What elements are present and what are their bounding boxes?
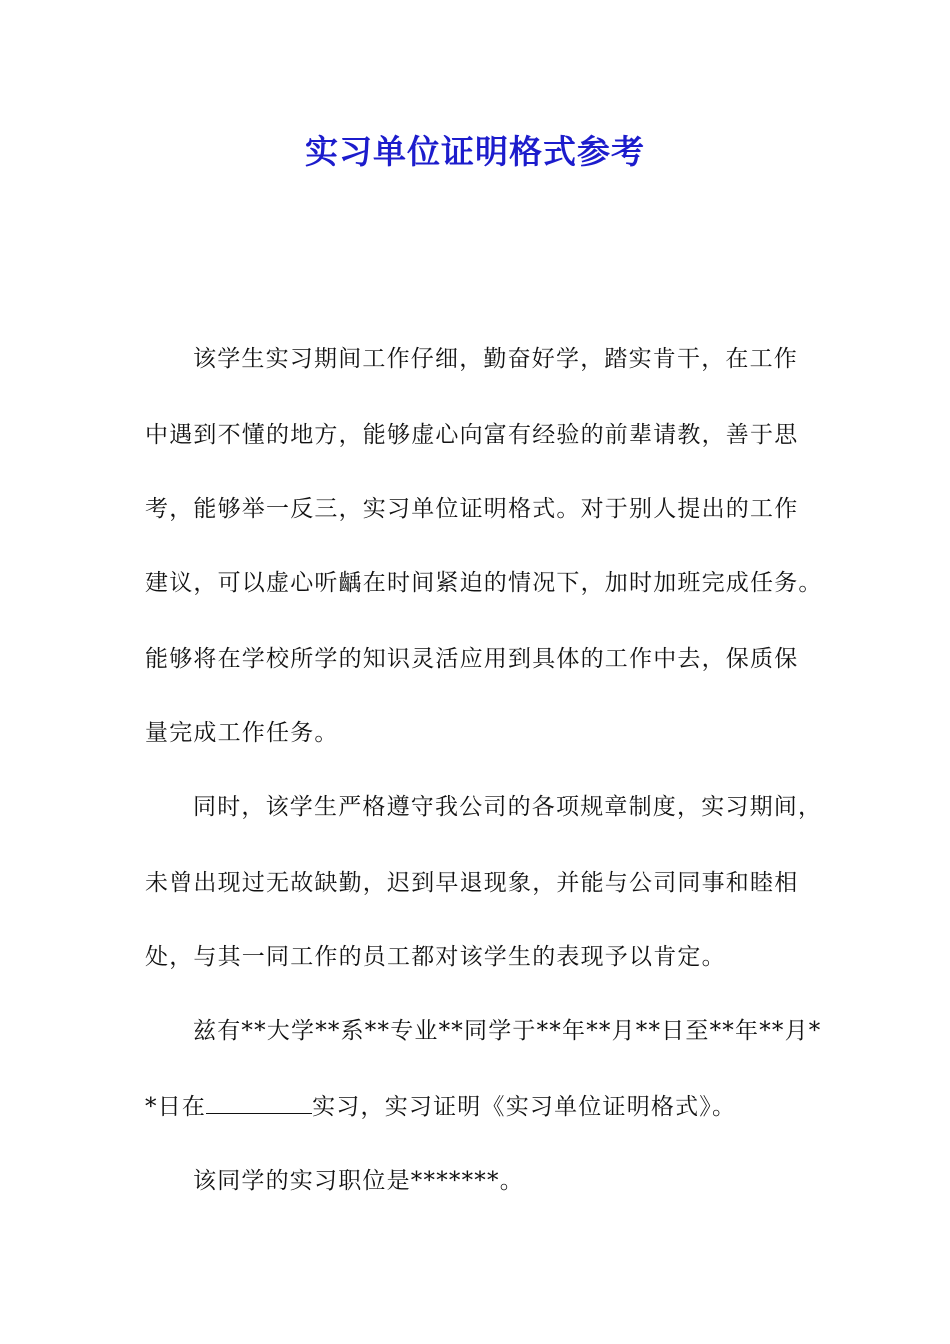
- line-text-before-blank: *日在: [145, 1094, 207, 1120]
- paragraph-line: [145, 1090, 736, 1124]
- paragraph-line: 该同学的实习职位是*******。: [193, 1168, 524, 1194]
- paragraph-line: 处，与其一同工作的员工都对该学生的表现予以肯定。: [145, 944, 726, 970]
- company-name-blank: [206, 1093, 312, 1114]
- line-text-after-blank: 实习，实习证明《实习单位证明格式》。: [312, 1094, 737, 1120]
- paragraph-line: 兹有**大学**系**专业**同学于**年**月**日至**年**月*: [193, 1018, 822, 1044]
- paragraph-line: 建议，可以虚心听齲在时间紧迫的情况下，加时加班完成任务。: [145, 570, 823, 596]
- paragraph-line: 未曾出现过无故缺勤，迟到早退现象，并能与公司同事和睦相: [145, 870, 799, 896]
- paragraph-line: 能够将在学校所学的知识灵活应用到具体的工作中去，保质保: [145, 646, 799, 672]
- paragraph-line: 量完成工作任务。: [145, 720, 339, 746]
- paragraph-line: 该学生实习期间工作仔细，勤奋好学，踏实肯干，在工作: [193, 346, 798, 372]
- document-title: 实习单位证明格式参考: [305, 132, 645, 171]
- paragraph-line: 中遇到不懂的地方，能够虚心向富有经验的前辈请教，善于思: [145, 422, 799, 448]
- paragraph-line: 同时，该学生严格遵守我公司的各项规章制度，实习期间，: [193, 794, 823, 820]
- paragraph-line: 考，能够举一反三，实习单位证明格式。对于别人提出的工作: [145, 496, 799, 522]
